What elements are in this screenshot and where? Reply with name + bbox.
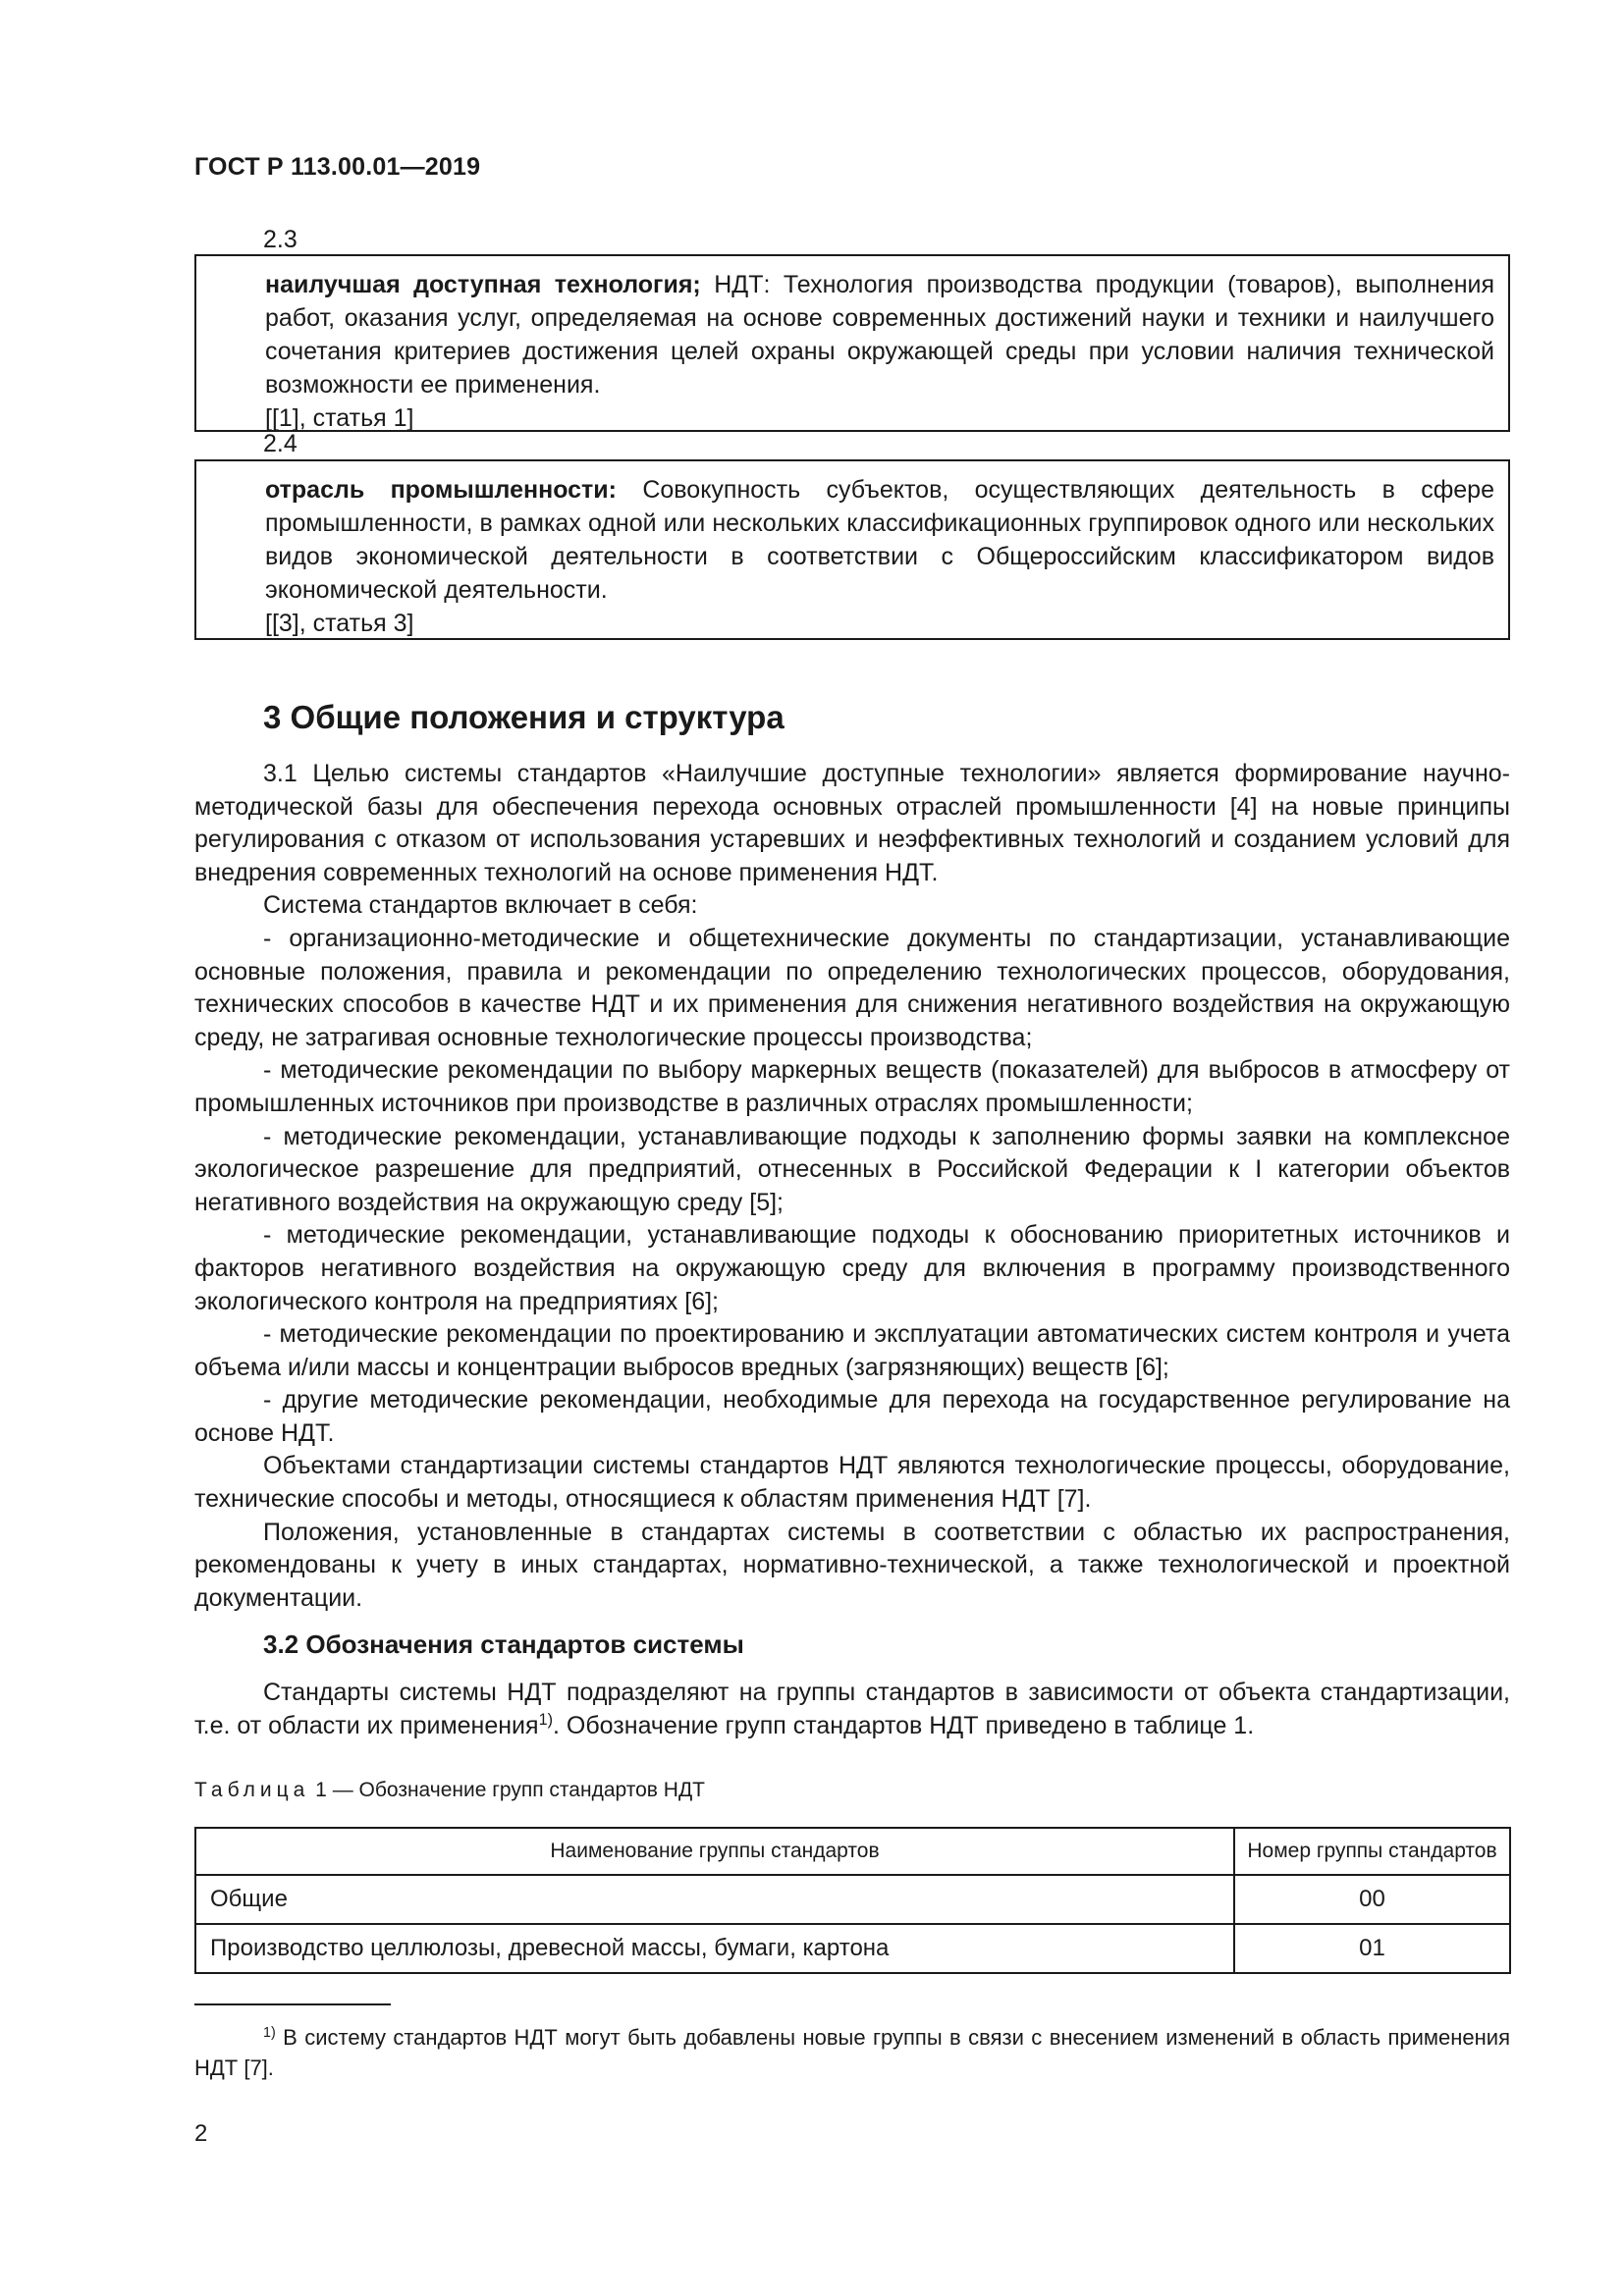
- table-row: [195, 1875, 1510, 1924]
- list-item: - другие методические рекомендации, необходимые для перехода на государственное регулирование на основе НДТ.: [194, 1386, 1510, 1447]
- term-number: 2.3: [263, 226, 298, 253]
- footnote-ref[interactable]: 1): [538, 1711, 554, 1730]
- term-box: [194, 459, 1510, 640]
- section-body: [194, 758, 1510, 1615]
- group-number-cell: 01: [1234, 1924, 1510, 1973]
- paragraph: 3.1 Целью системы стандартов «Наилучшие доступные технологии» является формирование научно-методической базы для обеспечения перехода основных отраслей промышленности [4] на новые принципы регулирования с отказом от использования устаревших и неэффективных технологий и созданием условий для внедрения современных технологий на основе применения НДТ.: [194, 760, 1510, 886]
- term-box: [194, 254, 1510, 432]
- list-item: - методические рекомендации по выбору маркерных веществ (показателей) для выбросов в атмосферу от промышленных источников при производстве в различных отраслях промышленности;: [194, 1056, 1510, 1117]
- table-header-row: [195, 1828, 1510, 1875]
- list-item: - организационно-методические и общетехнические документы по стандартизации, устанавливающие основные положения, правила и рекомендации по определению технологических процессов, оборудования, технических способов в качестве НДТ и их применения для снижения негативного воздействия на окружающую среду, не затрагивая основные технологические процессы производства;: [194, 924, 1510, 1051]
- subsection-body: [194, 1676, 1510, 1742]
- paragraph: Стандарты системы НДТ подразделяют на группы стандартов в зависимости от объекта стандартизации, т.е. от области их применения$^{1)}$. Обозначение групп стандартов НДТ приведено в таблице 1.: [194, 1679, 1510, 1739]
- document-code: ГОСТ Р 113.00.01—2019: [194, 153, 481, 181]
- term-definition: отрасль промышленности: Совокупность субъектов, осуществляющих деятельность в сфере промышленности, в рамках одной или нескольких классификационных группировок одного или нескольких видов экономической деятельности в соответствии с Общероссийским классификатором видов экономической деятельности.: [265, 476, 1494, 604]
- term-reference: [[3], статья 3]: [265, 610, 414, 637]
- section-heading: 3 Общие положения и структура: [263, 699, 785, 735]
- term-name: наилучшая доступная технология;: [265, 271, 701, 298]
- list-item: - методические рекомендации, устанавливающие подходы к заполнению формы заявки на комплексное экологическое разрешение для предприятий, отнесенных в Российской Федерации к I категории объектов негативного воздействия на окружающую среду [5];: [194, 1122, 1510, 1216]
- footnote-divider: [194, 2003, 391, 2005]
- paragraph: Система стандартов включает в себя:: [263, 891, 698, 920]
- subsection-heading: 3.2 Обозначения стандартов системы: [263, 1629, 744, 1659]
- list-item: - методические рекомендации по проектированию и эксплуатации автоматических систем контроля и учета объема и/или массы и концентрации выбросов вредных (загрязняющих) веществ [6];: [194, 1320, 1510, 1381]
- group-name-cell: Общие: [195, 1875, 1234, 1924]
- standards-groups-table: [194, 1827, 1511, 1974]
- footnote-mark: 1): [263, 2025, 276, 2042]
- paragraph: Объектами стандартизации системы стандартов НДТ являются технологические процессы, оборудование, технические способы и методы, относящиеся к областям применения НДТ [7].: [194, 1452, 1510, 1514]
- term-number: 2.4: [263, 430, 298, 457]
- group-name-cell: Производство целлюлозы, древесной массы, бумаги, картона: [195, 1924, 1234, 1973]
- list-item: - методические рекомендации, устанавливающие подходы к обоснованию приоритетных источников и факторов негативного воздействия на окружающую среду для включения в программу производственного экологического контроля на предприятиях [6];: [194, 1221, 1510, 1315]
- paragraph: Положения, установленные в стандартах системы в соответствии с областью их распространения, рекомендованы к учету в иных стандартах, нормативно-технической, а также технологической и проектной документации.: [194, 1518, 1510, 1612]
- term-reference: [[1], статья 1]: [265, 404, 414, 432]
- column-header: Номер группы стандартов: [1234, 1828, 1510, 1875]
- term-name: отрасль промышленности:: [265, 476, 617, 504]
- group-number-cell: 00: [1234, 1875, 1510, 1924]
- column-header: Наименование группы стандартов: [195, 1828, 1234, 1875]
- page-number: 2: [194, 2120, 208, 2147]
- footnote: $^{1)}$ В систему стандартов НДТ могут быть добавлены новые группы в связи с внесением изменений в область применения НДТ [7].: [194, 2025, 1510, 2080]
- table-caption: Таблица 1 — Обозначение групп стандартов НДТ: [194, 1779, 705, 1801]
- term-definition: наилучшая доступная технология; НДТ: Технология производства продукции (товаров), выполнения работ, оказания услуг, определяемая на основе современных достижений науки и техники и наилучшего сочетания критериев достижения целей охраны окружающей среды при условии наличия технической возможности ее применения.: [265, 271, 1494, 399]
- table-row: [195, 1924, 1510, 1973]
